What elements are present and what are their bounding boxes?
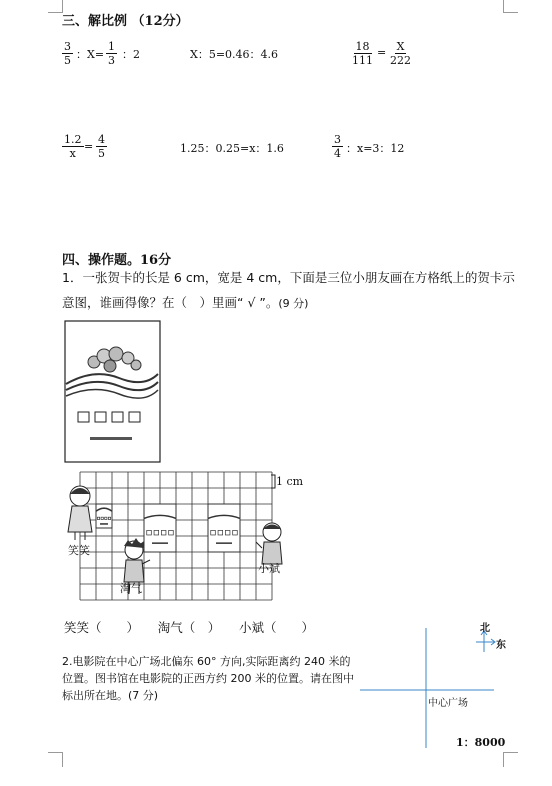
denominator: 5 xyxy=(64,54,71,67)
name-xiaobin: 小斌 xyxy=(258,562,280,575)
card-drawing-xiaoxiao xyxy=(96,504,112,528)
fraction xyxy=(390,40,411,67)
question2-line2: 位置。图书馆在电影院的正西方约 200 米的位置。请在图中 xyxy=(62,672,354,685)
denominator: 4 xyxy=(334,147,341,160)
map-center-label: 中心广场 xyxy=(428,698,468,709)
crop-mark-top-left xyxy=(48,0,63,13)
question1-line1: 1．一张贺卡的长是 6 cm，宽是 4 cm，下面是三位小朋友画在方格纸上的贺卡示 xyxy=(62,270,515,285)
equation-2: X：5=0.46：4.6 xyxy=(190,48,279,61)
fraction xyxy=(352,40,373,67)
answer-line: 笑笑（ ） 淘气（ ） 小斌（ ） xyxy=(64,620,315,635)
crop-mark-bottom-right xyxy=(503,752,518,767)
equation-part: = xyxy=(84,140,94,153)
numerator: 3 xyxy=(334,133,341,146)
equation-2: 1.25：0.25=x：1.6 xyxy=(180,142,284,155)
question1-line2-text: 意图，谁画得像？在（ ）里画“ √ ”。 xyxy=(62,295,279,310)
equation-part: ：x=3：12 xyxy=(346,142,405,155)
numerator: 3 xyxy=(64,40,71,53)
section3-title: 三、解比例 （12分） xyxy=(62,14,189,29)
numerator: 4 xyxy=(98,133,105,146)
numerator: 1.2 xyxy=(64,133,82,146)
crop-mark-bottom-left xyxy=(48,752,63,767)
unit-bracket xyxy=(270,474,278,490)
equation-part: ：X= xyxy=(76,48,105,61)
fraction xyxy=(96,133,107,160)
name-taoqi: 淘气 xyxy=(120,582,142,595)
question1-line2 xyxy=(62,293,308,311)
denominator: x xyxy=(69,147,76,160)
question1-points: (9 分) xyxy=(278,297,309,310)
map-scale: 1：8000 xyxy=(456,736,506,749)
compass-east-label: 东 xyxy=(496,640,506,651)
fraction xyxy=(106,40,117,67)
fraction xyxy=(62,133,84,160)
greeting-card-sample xyxy=(64,320,162,464)
question2-line1: 2.电影院在中心广场北偏东 60° 方向,实际距离约 240 米的 xyxy=(62,655,351,668)
numerator: 18 xyxy=(355,40,370,53)
numerator: 1 xyxy=(108,40,115,53)
equation-part: ：2 xyxy=(122,48,140,61)
section4-title: 四、操作题。16分 xyxy=(62,253,172,268)
denominator: 5 xyxy=(98,147,105,160)
fraction xyxy=(332,133,343,160)
fraction xyxy=(62,40,73,67)
denominator: 111 xyxy=(352,54,373,67)
numerator: X xyxy=(396,40,405,53)
question2-line3: 标出所在地。(7 分) xyxy=(62,689,159,702)
denominator: 3 xyxy=(108,54,115,67)
character-xiaoxiao-figure xyxy=(63,482,97,542)
equation-part: = xyxy=(377,46,387,59)
grid-unit-label: 1 cm xyxy=(276,475,304,488)
name-xiaoxiao: 笑笑 xyxy=(68,544,90,557)
compass-north-label: 北 xyxy=(480,623,490,634)
denominator: 222 xyxy=(390,54,411,67)
card-drawing-xiaobin xyxy=(208,504,240,552)
crop-mark-top-right xyxy=(503,0,518,13)
